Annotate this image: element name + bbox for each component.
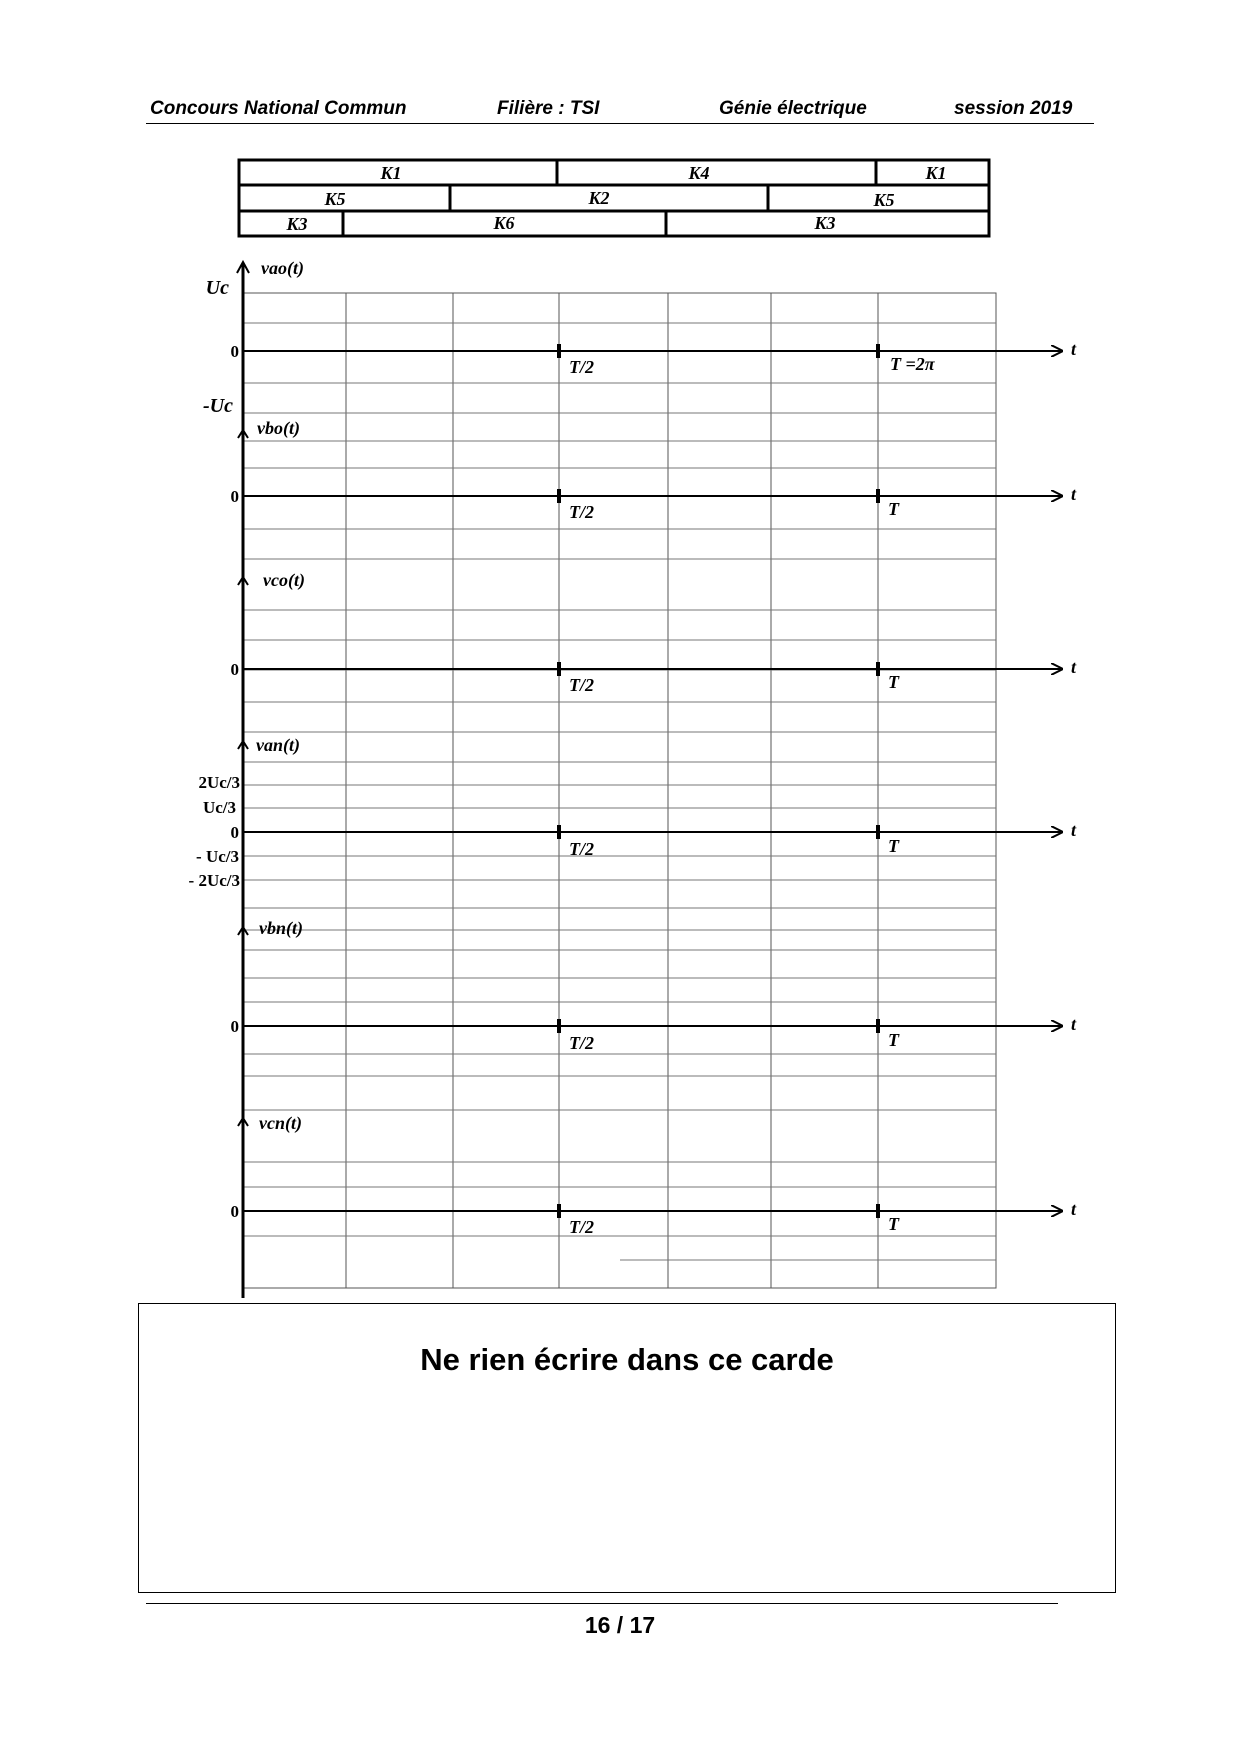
xtick-vcn-period: T (888, 1214, 899, 1234)
ytick-vbo-zero: 0 (230, 487, 239, 506)
signal-label-vbn: vbn(t) (259, 918, 303, 938)
xtick-vco-half: T/2 (569, 675, 594, 695)
signal-label-van: van(t) (256, 735, 300, 755)
ytick-vbn-zero: 0 (230, 1017, 239, 1036)
switch-cell-k5-a: K5 (324, 189, 346, 209)
ytick-vao-zero: 0 (230, 342, 239, 361)
header-session: session 2019 (954, 98, 1073, 119)
time-label-vbn: t (1071, 1014, 1077, 1034)
switch-cell-k3-a: K3 (286, 214, 308, 234)
ytick-van-neg-2uc3: - 2Uc/3 (188, 871, 240, 890)
header-exam-name: Concours National Commun (150, 98, 407, 119)
time-label-van: t (1071, 820, 1077, 840)
xtick-vao-period: T =2π (890, 354, 935, 374)
ytick-van-uc3: Uc/3 (202, 798, 236, 817)
time-label-vco: t (1071, 657, 1077, 677)
signal-label-vbo: vbo(t) (257, 418, 300, 438)
switch-cell-k2: K2 (588, 188, 610, 208)
signal-label-vcn: vcn(t) (259, 1113, 302, 1133)
time-label-vcn: t (1071, 1199, 1077, 1219)
switch-cell-k6: K6 (493, 213, 515, 233)
header-filiere: Filière : TSI (497, 98, 600, 119)
time-label-vao: t (1071, 339, 1077, 359)
plot-grid (243, 293, 996, 1288)
xtick-vao-half: T/2 (569, 357, 594, 377)
ytick-vcn-zero: 0 (230, 1202, 239, 1221)
switch-cell-k3-b: K3 (814, 213, 836, 233)
switch-cell-k4: K4 (688, 163, 710, 183)
time-label-vbo: t (1071, 484, 1077, 504)
xtick-vbn-half: T/2 (569, 1033, 594, 1053)
ytick-vao-neg-uc: -Uc (203, 395, 233, 417)
reserved-frame-text: Ne rien écrire dans ce carde (420, 1342, 834, 1377)
xtick-van-period: T (888, 836, 899, 856)
ytick-van-2uc3: 2Uc/3 (198, 773, 240, 792)
ytick-van-neg-uc3: - Uc/3 (196, 847, 239, 866)
xtick-vco-period: T (888, 672, 899, 692)
signal-label-vco: vco(t) (263, 570, 305, 590)
ytick-vao-uc: Uc (205, 277, 229, 299)
signal-label-vao: vao(t) (261, 258, 304, 278)
ytick-vco-zero: 0 (230, 660, 239, 679)
xtick-vbo-half: T/2 (569, 502, 594, 522)
footer-rule (146, 1603, 1058, 1604)
page-number: 16 / 17 (584, 1612, 656, 1638)
switch-cell-k1-b: K1 (925, 163, 947, 183)
xtick-vcn-half: T/2 (569, 1217, 594, 1237)
ytick-van-zero: 0 (230, 823, 239, 842)
switch-cell-k1-a: K1 (380, 163, 402, 183)
header-subject: Génie électrique (719, 98, 867, 119)
reserved-frame (138, 1303, 1116, 1593)
xtick-vbo-period: T (888, 499, 899, 519)
switch-cell-k5-b: K5 (873, 190, 895, 210)
xtick-van-half: T/2 (569, 839, 594, 859)
xtick-vbn-period: T (888, 1030, 899, 1050)
